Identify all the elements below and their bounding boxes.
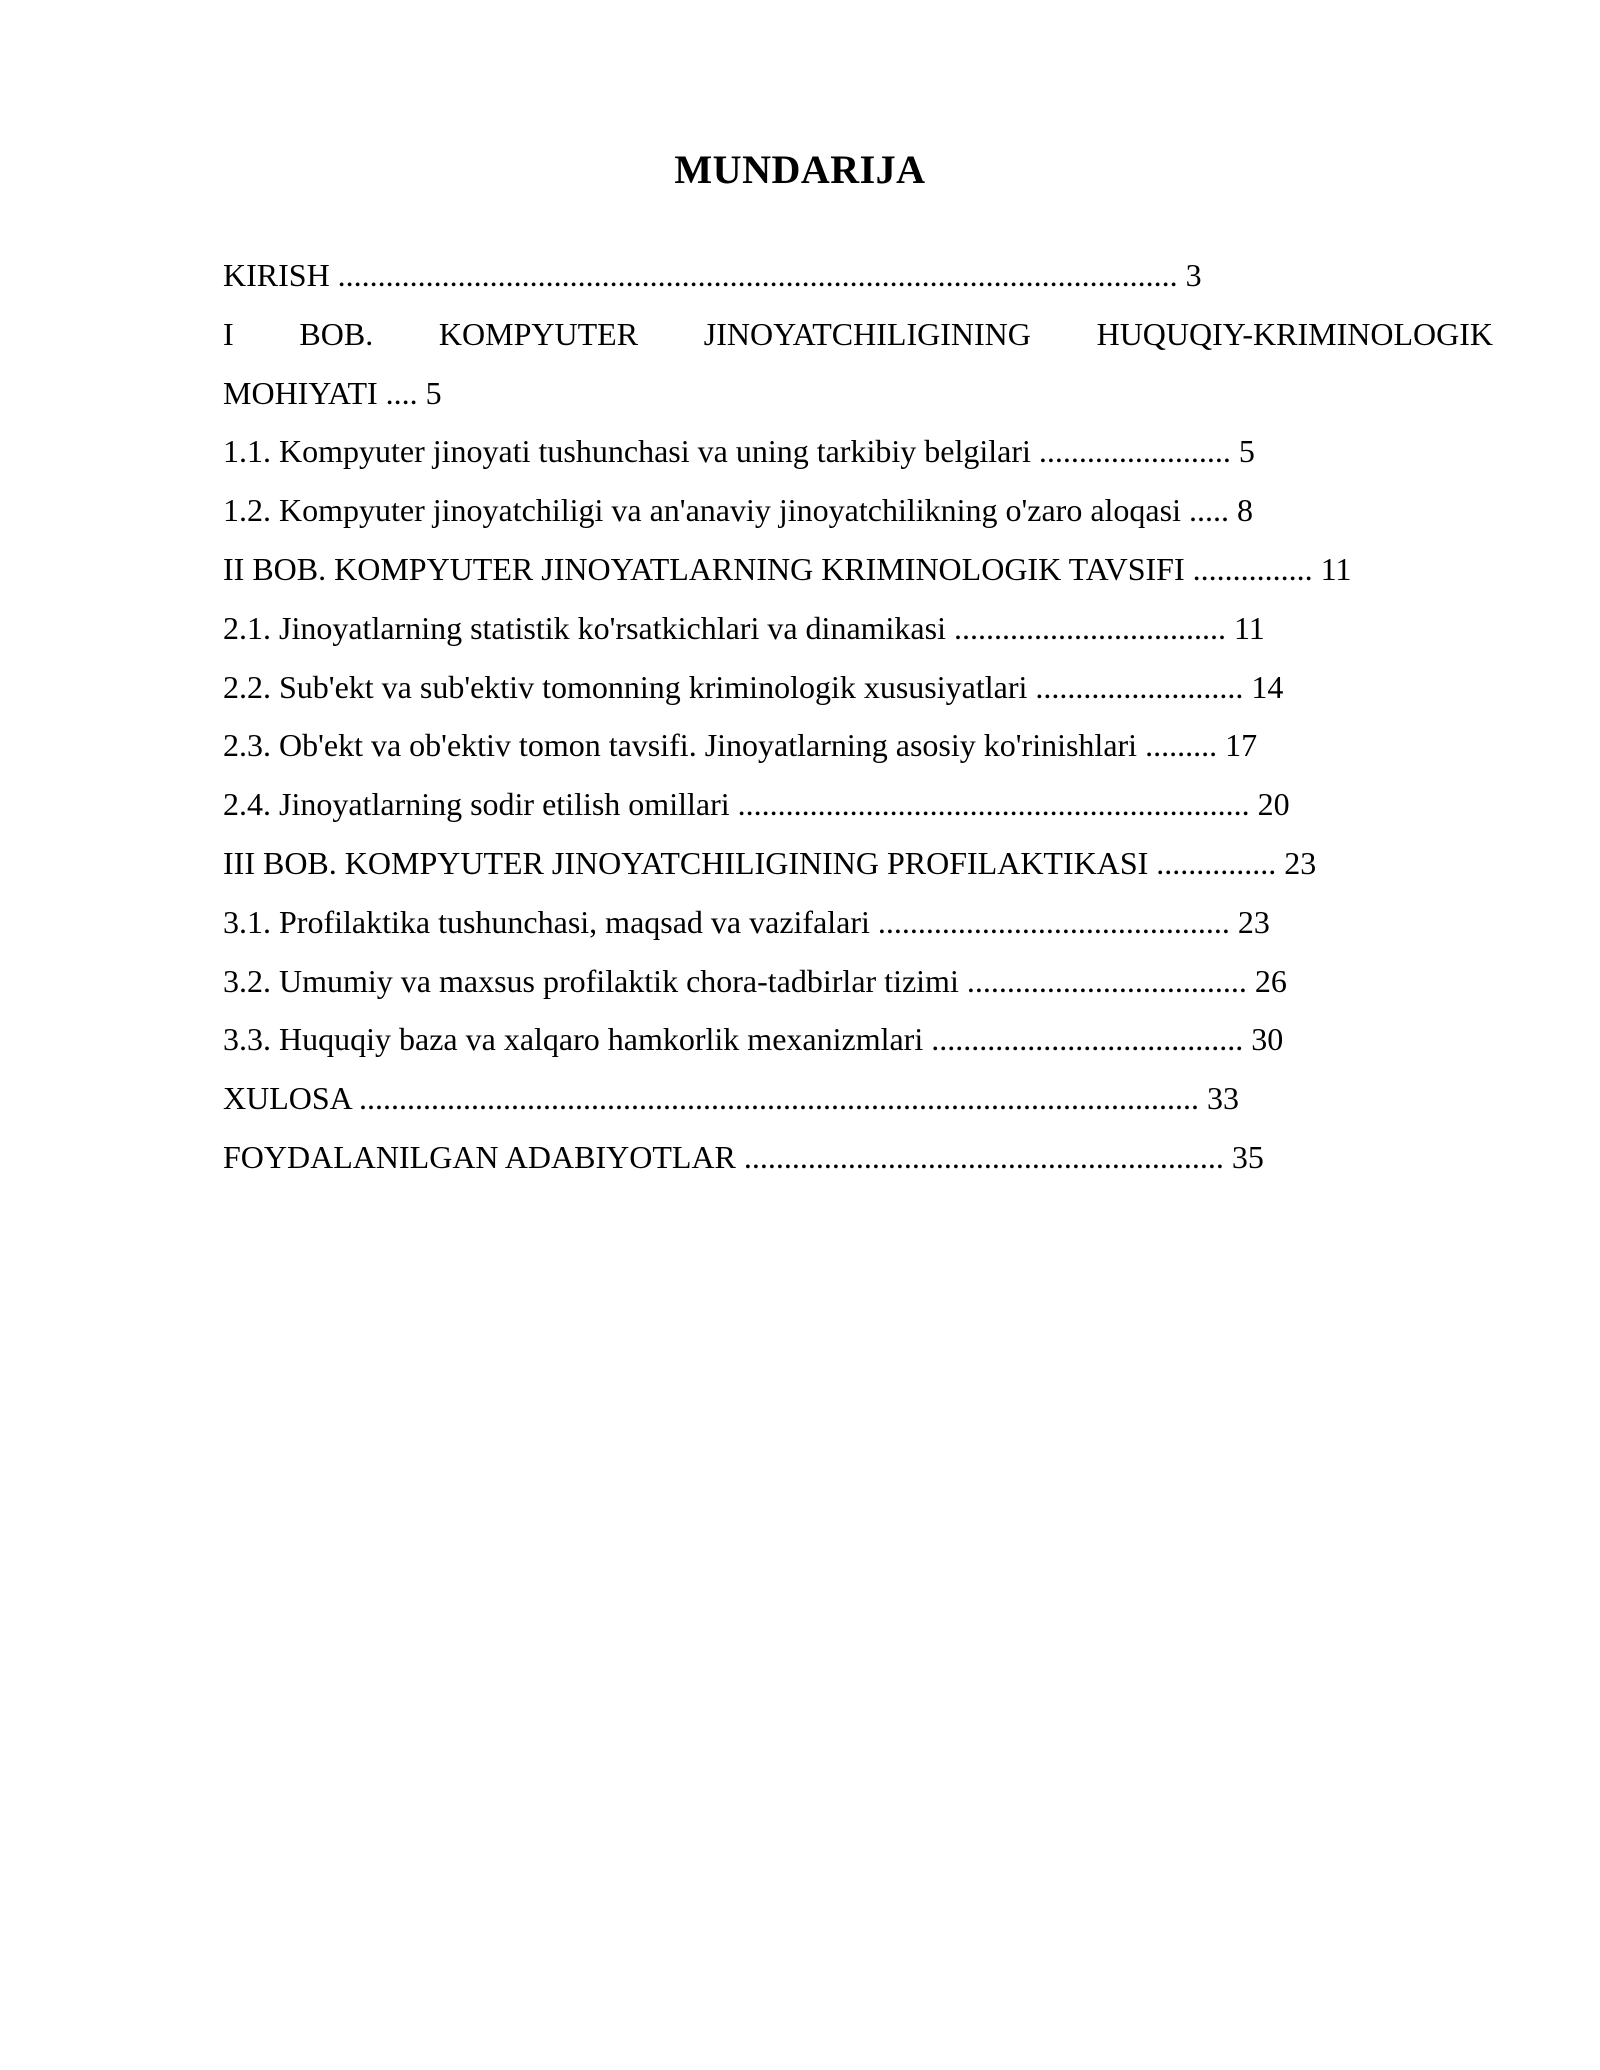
toc-entry-chapter-1 — [223, 305, 1493, 364]
toc-entry-3-2: 3.2. Umumiy va maxsus profilaktik chora-tadbirlar tizimi ................................... 26 — [223, 962, 1287, 999]
toc-entry-1-1: 1.1. Kompyuter jinoyati tushunchasi va uning tarkibiy belgilari ........................ 5 — [223, 433, 1255, 470]
toc-entry-chapter-2: II BOB. KOMPYUTER JINOYATLARNING KRIMINOLOGIK TAVSIFI ............... 11 — [223, 550, 1352, 587]
toc-entry-2-4: 2.4. Jinoyatlarning sodir etilish omillari ................................................................ 20 — [223, 786, 1290, 823]
toc-word: KOMPYUTER — [438, 315, 639, 352]
toc-entry-chapter-3: III BOB. KOMPYUTER JINOYATCHILIGINING PROFILAKTIKASI ............... 23 — [223, 844, 1317, 881]
toc-entry-2-2: 2.2. Sub'ekt va sub'ektiv tomonning kriminologik xususiyatlari .......................... 14 — [223, 668, 1284, 705]
toc-word: I — [223, 315, 234, 352]
toc-entry-3-3: 3.3. Huquqiy baza va xalqaro hamkorlik mexanizmlari ....................................... 30 — [223, 1021, 1284, 1058]
toc-entry-chapter-1-continuation: MOHIYATI .... 5 — [223, 374, 442, 411]
toc-entry-3-1: 3.1. Profilaktika tushunchasi, maqsad va vazifalari ............................................ 23 — [223, 903, 1270, 940]
toc-entry-kirish: KIRISH ......................................................................................................... 3 — [223, 257, 1202, 293]
toc-word: HUQUQIY-KRIMINOLOGIK — [1096, 315, 1493, 352]
toc-entry-xulosa: XULOSA ......................................................................................................... 33 — [223, 1080, 1240, 1117]
toc-entry-2-1: 2.1. Jinoyatlarning statistik ko'rsatkichlari va dinamikasi .................................. 11 — [223, 609, 1265, 646]
toc-entry-1-2: 1.2. Kompyuter jinoyatchiligi va an'anaviy jinoyatchilikning o'zaro aloqasi ..... 8 — [223, 492, 1253, 529]
page-title: MUNDARIJA — [674, 147, 926, 192]
toc-word: BOB. — [299, 315, 374, 352]
toc-entry-2-3: 2.3. Ob'ekt va ob'ektiv tomon tavsifi. Jinoyatlarning asosiy ko'rinishlari ......... 17 — [223, 727, 1258, 764]
toc-entry-adabiyotlar: FOYDALANILGAN ADABIYOTLAR ............................................................ 35 — [223, 1138, 1264, 1175]
table-of-contents — [223, 246, 1493, 1187]
toc-word: JINOYATCHILIGINING — [703, 315, 1031, 352]
